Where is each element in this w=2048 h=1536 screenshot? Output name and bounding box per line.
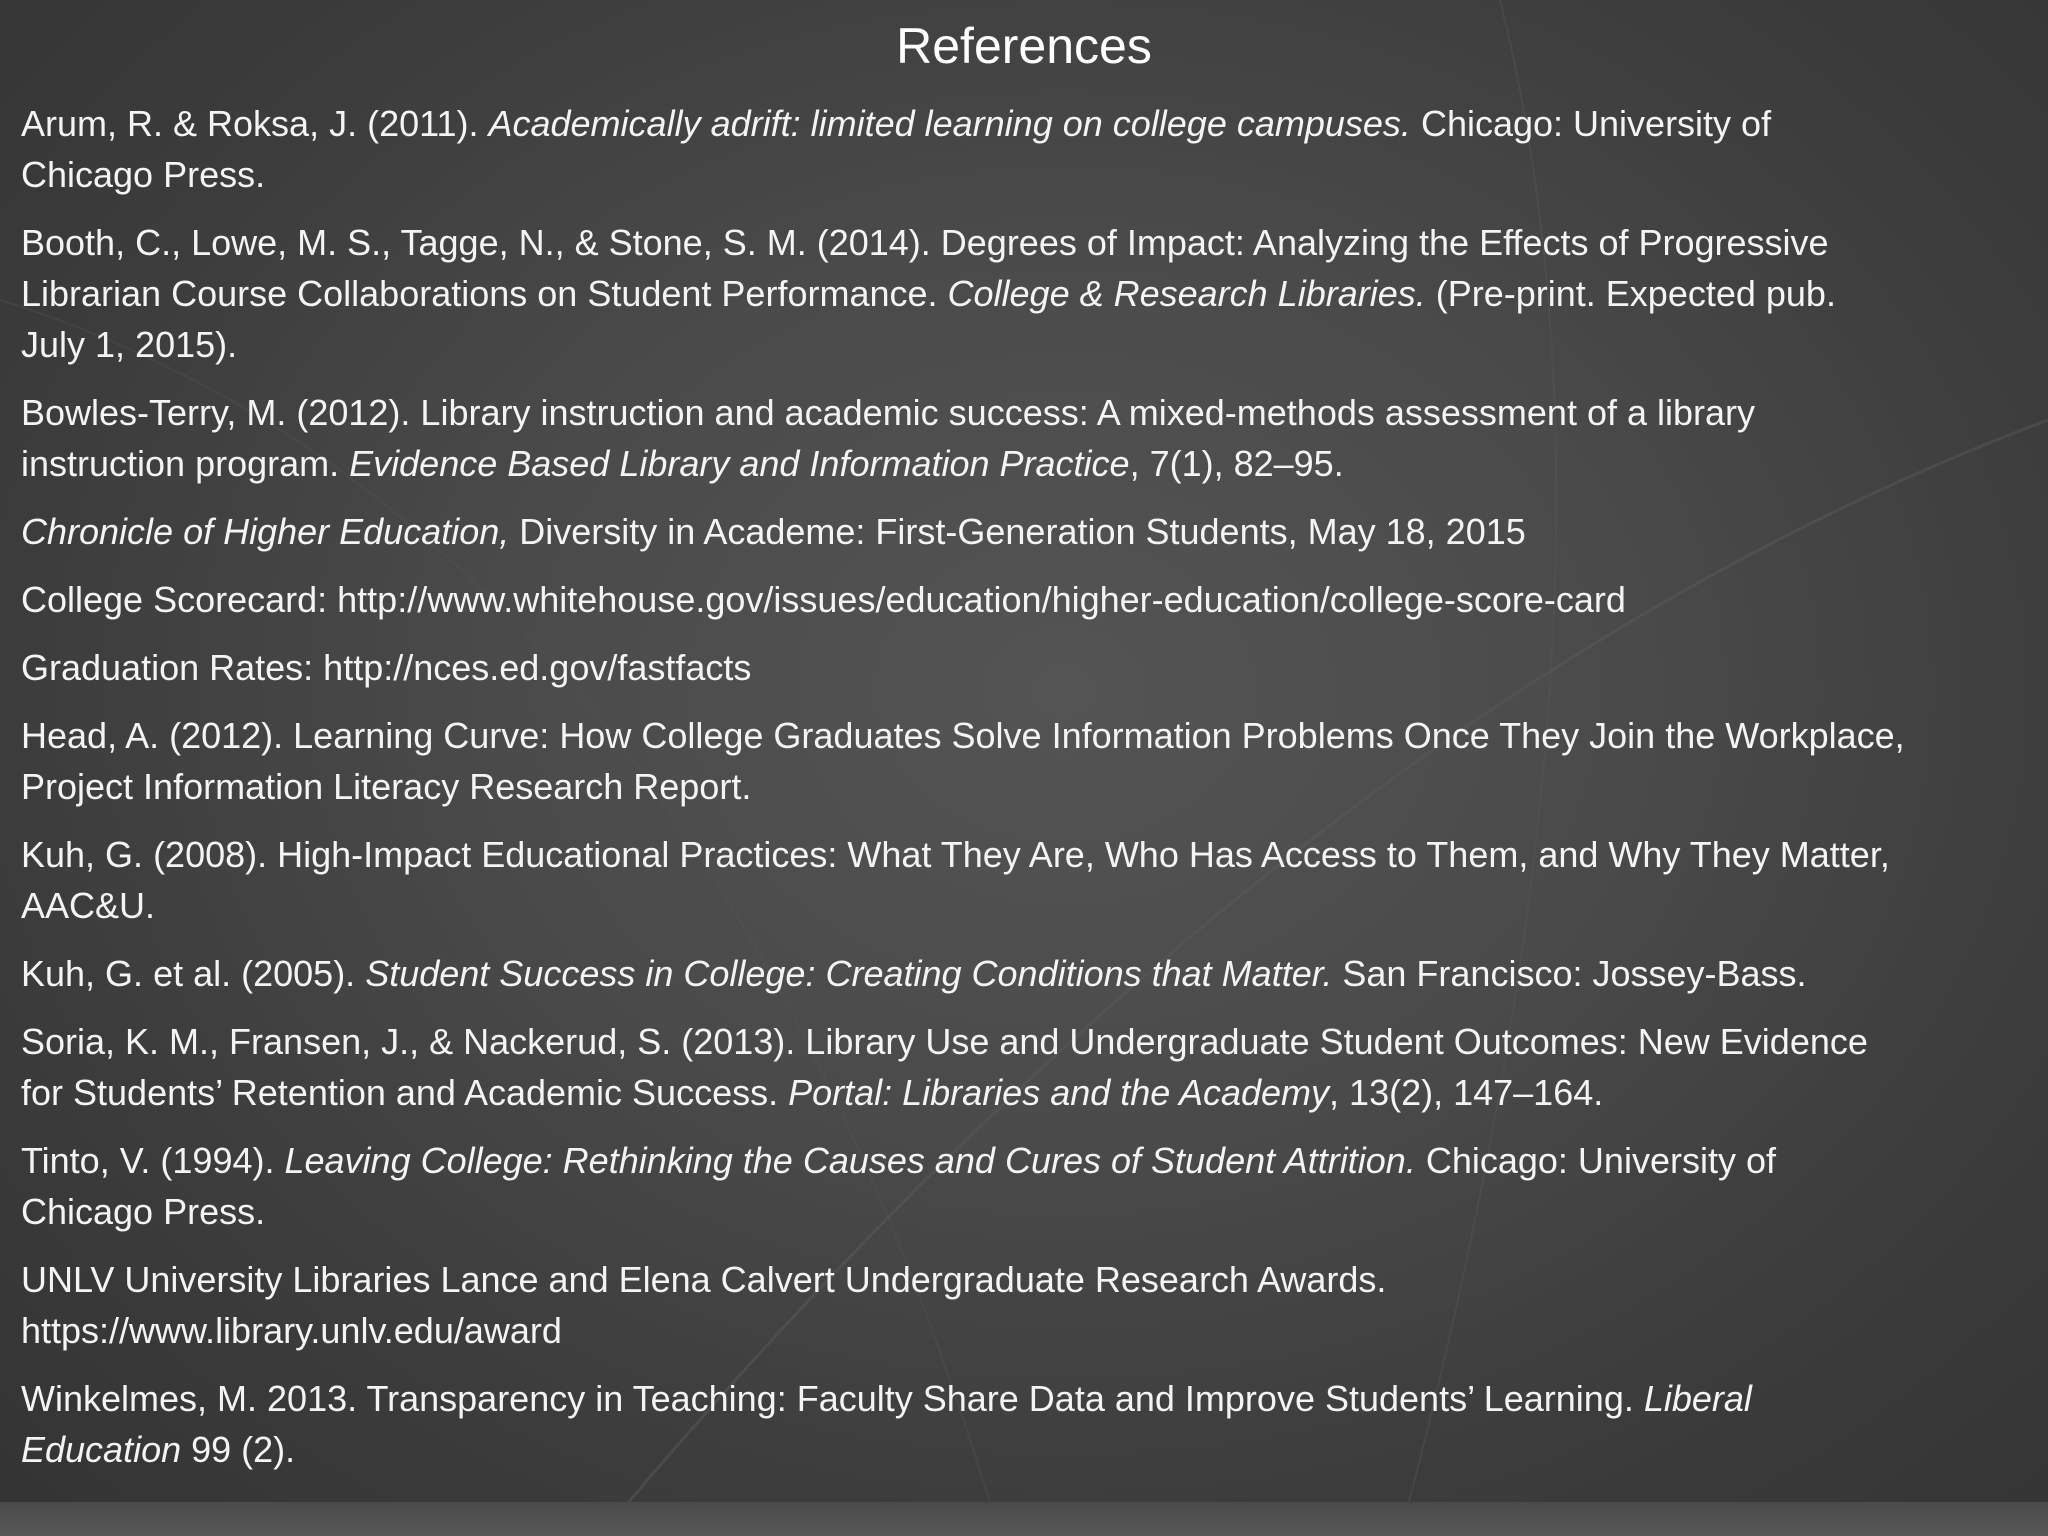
reference-item [21,829,2031,931]
reference-text: Soria, K. M., Fransen, J., & Nackerud, S. (2013). Library Use and Undergraduate Student Outcomes: New Evidence for Students’ Retention and Academic Success. [21,1021,1868,1113]
reference-item [21,98,2031,200]
reference-text: Kuh, G. et al. (2005). [21,953,366,994]
reference-title-italic: Chronicle of Higher Education, [21,511,510,552]
reference-item [21,948,2031,999]
reference-text: , 7(1), 82–95. [1129,443,1344,484]
reference-item [21,1016,2031,1118]
reference-text: San Francisco: Jossey-Bass. [1332,953,1807,994]
reference-item [21,710,2031,812]
reference-text: Graduation Rates: http://nces.ed.gov/fastfacts [21,647,752,688]
reference-title-italic: Portal: Libraries and the Academy [788,1072,1330,1113]
reference-text: Tinto, V. (1994). [21,1140,285,1181]
reference-text: 99 (2). [181,1429,296,1470]
reference-text: (Pre-print. Expected pub. July 1, 2015). [21,273,1836,365]
bottom-band [0,1502,2048,1536]
reference-item [21,1254,2031,1356]
reference-item [21,506,2031,557]
reference-text: , 13(2), 147–164. [1329,1072,1604,1113]
reference-text: Arum, R. & Roksa, J. (2011). [21,103,489,144]
reference-text: College Scorecard: http://www.whitehouse.gov/issues/education/higher-education/college-score-card [21,579,1626,620]
reference-text: Booth, C., Lowe, M. S., Tagge, N., & Stone, S. M. (2014). Degrees of Impact: Analyzing the Effects of Progressive Librarian Course Collaborations on Student Performance. [21,222,1829,314]
reference-item [21,574,2031,625]
reference-text: Chicago: University of Chicago Press. [21,103,1772,195]
reference-item [21,1135,2031,1237]
reference-text: Diversity in Academe: First-Generation Students, May 18, 2015 [509,511,1526,552]
reference-title-italic: Academically adrift: limited learning on college campuses. [488,103,1411,144]
reference-item [21,642,2031,693]
reference-text: UNLV University Libraries Lance and Elena Calvert Undergraduate Research Awards. https://www.library.unlv.edu/award [21,1259,1387,1351]
reference-title-italic: Evidence Based Library and Information Practice [349,443,1130,484]
reference-text: Kuh, G. (2008). High-Impact Educational Practices: What They Are, Who Has Access to Them, and Why They Matter, AAC&U. [21,834,1890,926]
reference-title-italic: Liberal Education [21,1378,1752,1470]
reference-text: Head, A. (2012). Learning Curve: How College Graduates Solve Information Problems Once They Join the Workplace, Project Information Literacy Research Report. [21,715,1905,807]
references-list [21,98,2031,1492]
slide-title: References [896,18,1152,74]
reference-text: Chicago: University of Chicago Press. [21,1140,1776,1232]
reference-text: Winkelmes, M. 2013. Transparency in Teaching: Faculty Share Data and Improve Students’ Learning. [21,1378,1644,1419]
reference-item [21,1373,2031,1475]
reference-title-italic: Student Success in College: Creating Conditions that Matter. [365,953,1333,994]
reference-item [21,387,2031,489]
reference-title-italic: College & Research Libraries. [947,273,1426,314]
reference-title-italic: Leaving College: Rethinking the Causes and Cures of Student Attrition. [284,1140,1416,1181]
reference-item [21,217,2031,370]
reference-text: Bowles-Terry, M. (2012). Library instruction and academic success: A mixed-methods assessment of a library instruction program. [21,392,1756,484]
